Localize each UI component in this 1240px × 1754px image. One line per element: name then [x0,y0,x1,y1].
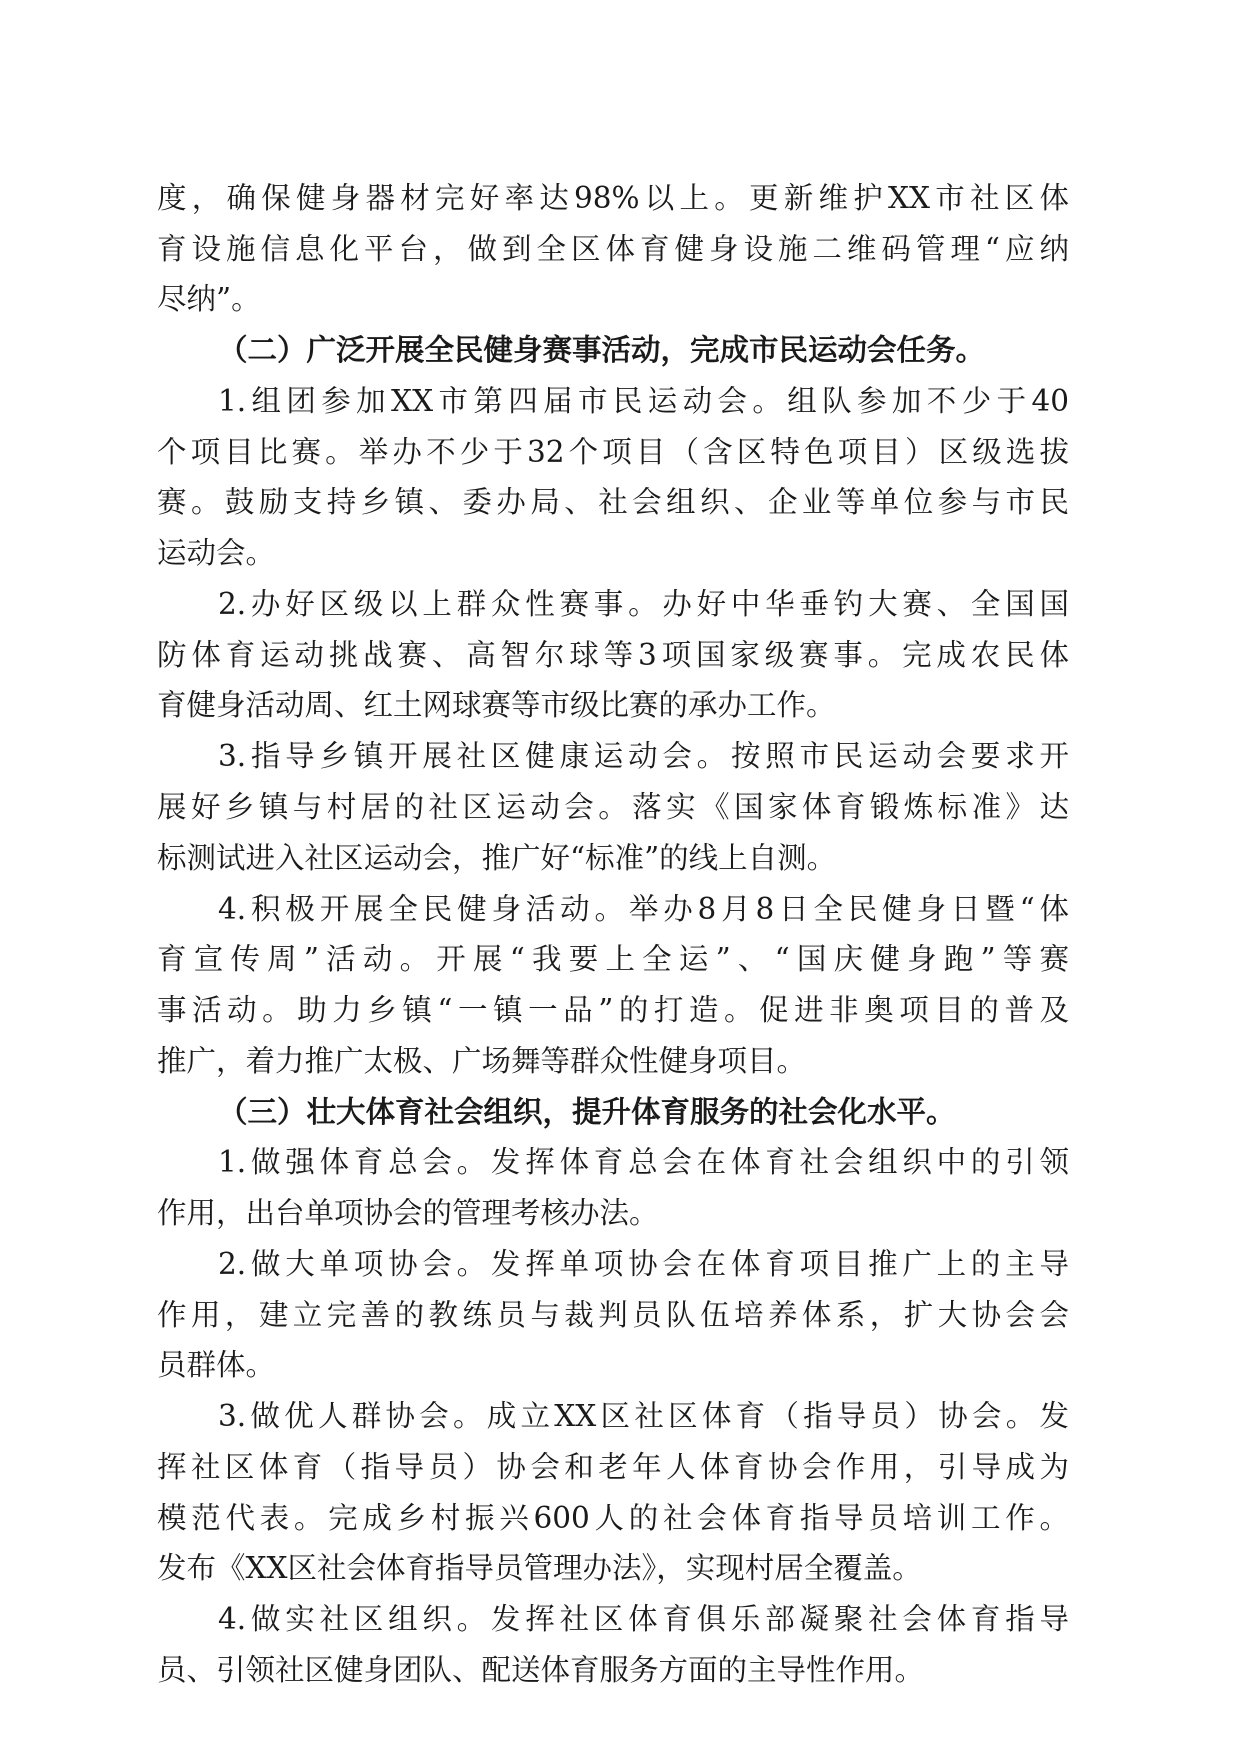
text-line: 作用，建立完善的教练员与裁判员队伍培养体系，扩大协会会 [157,1298,1069,1332]
text-line: 尽纳”。 [157,282,261,316]
text-line: 赛。鼓励支持乡镇、委办局、社会组织、企业等单位参与市民 [157,485,1069,519]
text-line: 1.做强体育总会。发挥体育总会在体育社会组织中的引领 [218,1145,1069,1179]
text-line: 3.做优人群协会。成立XX区社区体育（指导员）协会。发 [218,1399,1069,1433]
text-line: 3.指导乡镇开展社区健康运动会。按照市民运动会要求开 [218,739,1069,773]
text-line: 2.做大单项协会。发挥单项协会在体育项目推广上的主导 [218,1247,1069,1281]
text-line: 员、引领社区健身团队、配送体育服务方面的主导性作用。 [157,1653,925,1687]
text-line: 发布《XX区社会体育指导员管理办法》，实现村居全覆盖。 [157,1551,922,1585]
text-line: 防体育运动挑战赛、高智尔球等3项国家级赛事。完成农民体 [157,638,1069,672]
text-line: 育健身活动周、红土网球赛等市级比赛的承办工作。 [157,688,836,722]
text-line: 1.组团参加XX市第四届市民运动会。组队参加不少于40 [218,384,1069,418]
text-line: 运动会。 [157,536,276,570]
text-line: 个项目比赛。举办不少于32个项目（含区特色项目）区级选拔 [157,435,1069,469]
text-line: 育设施信息化平台，做到全区体育健身设施二维码管理“应纳 [157,232,1069,266]
section-heading: （三）壮大体育社会组织，提升体育服务的社会化水平。 [218,1094,956,1129]
text-line: 展好乡镇与村居的社区运动会。落实《国家体育锻炼标准》达 [157,790,1069,824]
text-line: 事活动。助力乡镇“一镇一品”的打造。促进非奥项目的普及 [157,993,1069,1027]
text-line: 4.积极开展全民健身活动。举办8月8日全民健身日暨“体 [218,892,1069,926]
text-line: 育宣传周”活动。开展“我要上全运”、“国庆健身跑”等赛 [157,942,1069,976]
text-line: 推广，着力推广太极、广场舞等群众性健身项目。 [157,1044,807,1078]
text-line: 4.做实社区组织。发挥社区体育俱乐部凝聚社会体育指导 [218,1602,1069,1636]
text-line: 标测试进入社区运动会，推广好“标准”的线上自测。 [157,841,837,875]
text-line: 员群体。 [157,1348,276,1382]
text-line: 挥社区体育（指导员）协会和老年人体育协会作用，引导成为 [157,1450,1069,1484]
section-heading: （二）广泛开展全民健身赛事活动，完成市民运动会任务。 [218,332,986,367]
text-line: 2.办好区级以上群众性赛事。办好中华垂钓大赛、全国国 [218,587,1069,621]
text-line: 度，确保健身器材完好率达98%以上。更新维护XX市社区体 [157,181,1069,215]
text-line: 作用，出台单项协会的管理考核办法。 [157,1196,659,1230]
text-line: 模范代表。完成乡村振兴600人的社会体育指导员培训工作。 [157,1501,1069,1535]
